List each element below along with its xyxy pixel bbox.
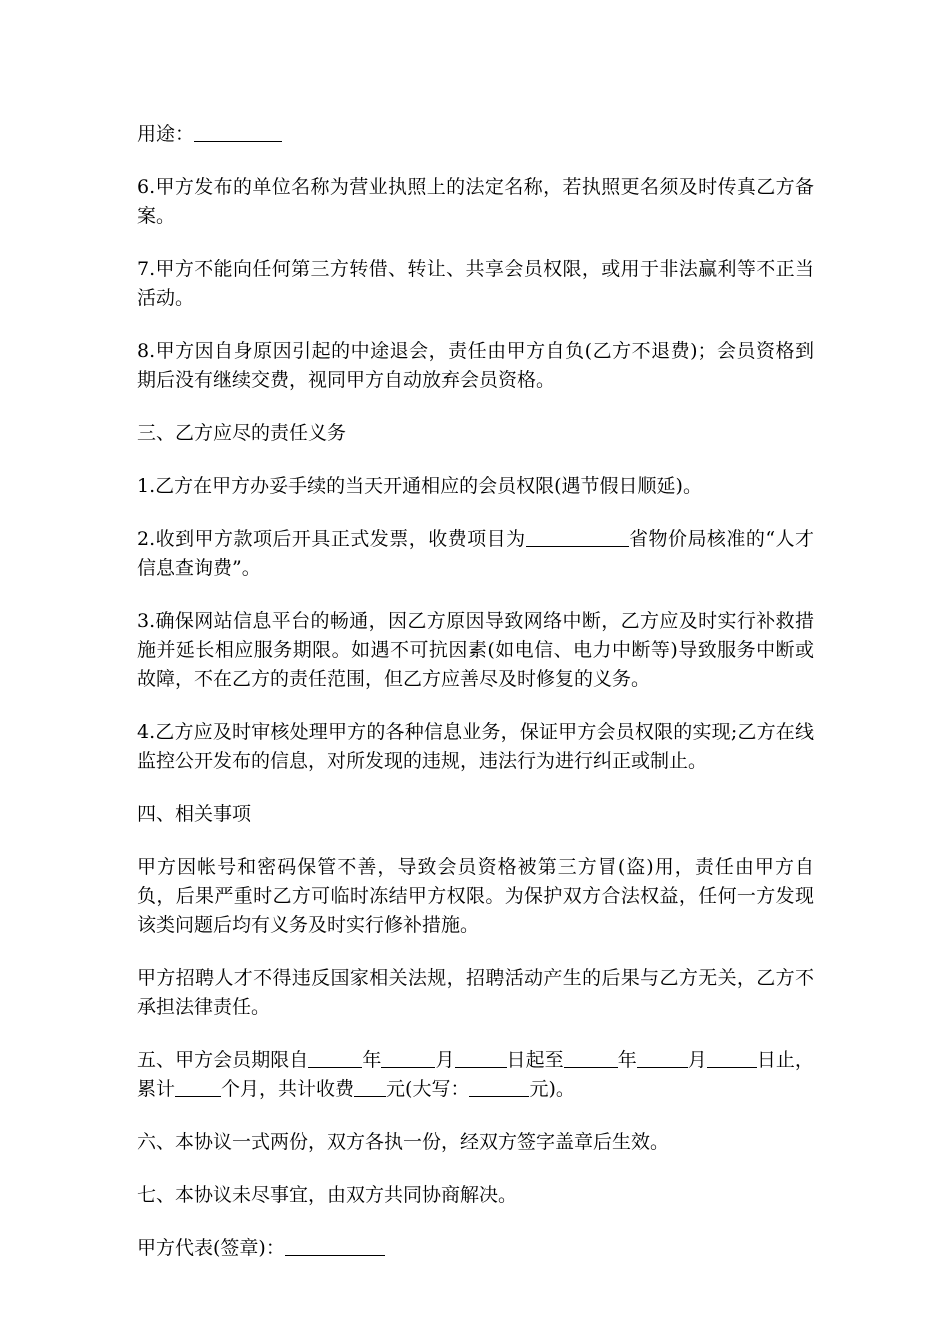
clause-a-7: 7.甲方不能向任何第三方转借、转让、共享会员权限，或用于非法赢利等不正当活动。 (137, 258, 814, 309)
fee-capital-blank (469, 1076, 529, 1097)
end-day-blank (707, 1047, 757, 1068)
month-count-blank (175, 1076, 221, 1097)
item-4-2: 甲方招聘人才不得违反国家相关法规，招聘活动产生的后果与乙方无关，乙方不承担法律责任。 (137, 967, 814, 1018)
usage-line: 用途： (137, 120, 814, 149)
clause-b-3: 3.确保网站信息平台的畅通，因乙方原因导致网络中断，乙方应及时实行补救措施并延长相应服务期限。如遇不可抗因素(如电信、电力中断等)导致服务中断或故障，不在乙方的责任范围，但乙方应善尽及时修复的义务。 (137, 610, 814, 690)
section-5-term: 五、甲方会员期限自 年 月 日起至 年 月 日止，累计 个月，共计收费 元(大写： 元)。 (137, 1049, 814, 1100)
signature-line-a: 甲方代表(签章)： (137, 1234, 814, 1263)
fee-amount-blank (354, 1076, 386, 1097)
end-month-blank (637, 1047, 688, 1068)
clause-a-6: 6.甲方发布的单位名称为营业执照上的法定名称，若执照更名须及时传真乙方备案。 (137, 176, 814, 227)
item-4-1: 甲方因帐号和密码保管不善，导致会员资格被第三方冒(盗)用，责任由甲方自负，后果严重时乙方可临时冻结甲方权限。为保护双方合法权益，任何一方发现该类问题后均有义务及时实行修补措施。 (137, 856, 814, 936)
section-heading-3: 三、乙方应尽的责任义务 (137, 422, 347, 444)
start-year-blank (308, 1047, 362, 1068)
end-year-blank (564, 1047, 618, 1068)
clause-a-8: 8.甲方因自身原因引起的中途退会，责任由甲方自负(乙方不退费)；会员资格到期后没有继续交费，视同甲方自动放弃会员资格。 (137, 340, 814, 391)
signature-blank (285, 1235, 385, 1256)
section-7: 七、本协议未尽事宜，由双方共同协商解决。 (137, 1184, 518, 1206)
start-day-blank (455, 1047, 507, 1068)
start-month-blank (381, 1047, 435, 1068)
fee-item-blank (526, 526, 629, 547)
clause-b-1: 1.乙方在甲方办妥手续的当天开通相应的会员权限(遇节假日顺延)。 (137, 475, 702, 497)
section-heading-4: 四、相关事项 (137, 803, 252, 825)
section-6: 六、本协议一式两份，双方各执一份，经双方签字盖章后生效。 (137, 1131, 670, 1153)
clause-b-4: 4.乙方应及时审核处理甲方的各种信息业务，保证甲方会员权限的实现;乙方在线监控公开发布的信息，对所发现的违规，违法行为进行纠正或制止。 (137, 721, 814, 772)
clause-b-2: 2.收到甲方款项后开具正式发票，收费项目为 省物价局核准的“人才信息查询费”。 (137, 528, 814, 579)
usage-blank (194, 121, 282, 142)
